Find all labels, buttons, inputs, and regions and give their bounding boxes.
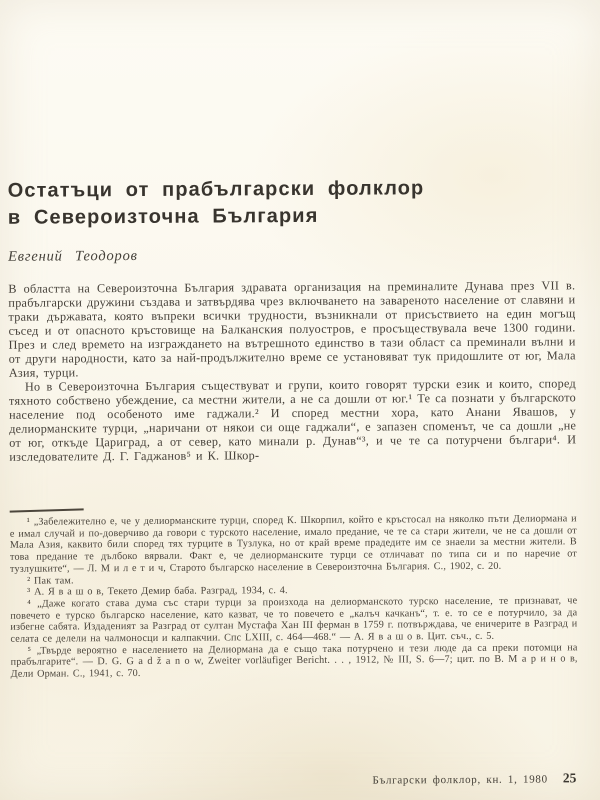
paragraph: Но в Североизточна България съществуват и групи, които говорят турски език и които, според тяхното собствено убеждение, са местни жители, а не са дошли от юг.¹ Те са познати у българското население под особеното име гаджали.² И според местни хора, като Анани Явашов, у делиорманските турци, „наричани от някои си още гаджали“, е запазен споменът, че са дошли „не от юг, откъде Цариград, а от север, като минали р. Дунав“³, и че те са потурчени българи⁴. И изследователите Д. Г. Гаджанов⁵ и К. Шкор-	[8, 376, 577, 464]
footnote: ² Пак там.	[27, 574, 74, 587]
footnote: ⁵ „Твърде вероятно е населението на Делиормана да е също така потурчено и тези люде да са преки потомци на прабългарите“. — D. G. G a d ž a n o w, Zweiter vorläufiger Bericht. . . , 1912, № III, S. 6—7; цит. по В. М а р и н о в, Дели Орман. С., 1941, с. 70.	[10, 642, 578, 680]
page-footer	[372, 769, 576, 788]
page-number: 25	[562, 770, 577, 786]
footnote: ³ А. Я в а ш о в, Текето Демир баба. Разград, 1934, с. 4.	[27, 585, 288, 598]
author-name: Евгений Теодоров	[8, 247, 138, 265]
journal-citation: Български фолклор, кн. 1, 1980	[372, 773, 548, 787]
footnotes-block	[10, 513, 578, 680]
article-body	[8, 278, 576, 463]
footnote: ¹ „Забележително е, че у делиорманските турци, според К. Шкорпил, който е кръстосал на няколко пъти Делиормана и е имал случай и по-доверчиво да говори с турското население, имало предание, че те са стари жители, че не са дошли от Мала Азия, каквито били според тях турците в Тузлука, но от край време прадедите им се знаели за местни жители. В това предание те дълбоко вярвали. Факт е, че делиорманските турци се отличават по типа си и по наречие от тузлушките“, — Л. М и л е т и ч, Старото българско население в Североизточна България. С., 1902, с. 20.	[9, 513, 577, 575]
article-title	[8, 174, 575, 231]
article-title-line2: в Североизточна България	[7, 204, 319, 229]
article-title-line1: Остатъци от прабългарски фолклор	[7, 177, 425, 202]
paragraph: В областта на Североизточна България здравата организация на преминалите Дунава през VII в. прабългарски дружини създава и затвърдява чрез включването на завареното население от славяни и траки държавата, която въпреки всички трудности, възникнали от присъствието на един могъщ съсед и от опасното кръстовище на Балканския полуостров, е просъществувала вече 1300 години. През и след времето на изграждането на вътрешното единство в тази област са преминали вълни и от други народности, като за най-продължително време се установяват тук придошлите от юг, Мала Азия, турци.	[8, 278, 576, 380]
footnote: ⁴ „Даже когато става дума със стари турци за произхода на делиорманското турско население, те признават, че повечето е турско българско население, като казват, че то повечето е „калъч качканъ“, т. е. то се е потурчило, за да избегне сабята. Издаденият за Разград от султан Мустафа Хан III ферман в 1759 г. потвърждава, че еничерите в Разград и селата се делели на чалмоносци и калпакчии. Спс LXIII, с. 464—468.“ — А. Я в а ш о в. Цит. съч., с. 5.	[10, 595, 578, 645]
footnote-separator-rule	[10, 508, 84, 512]
